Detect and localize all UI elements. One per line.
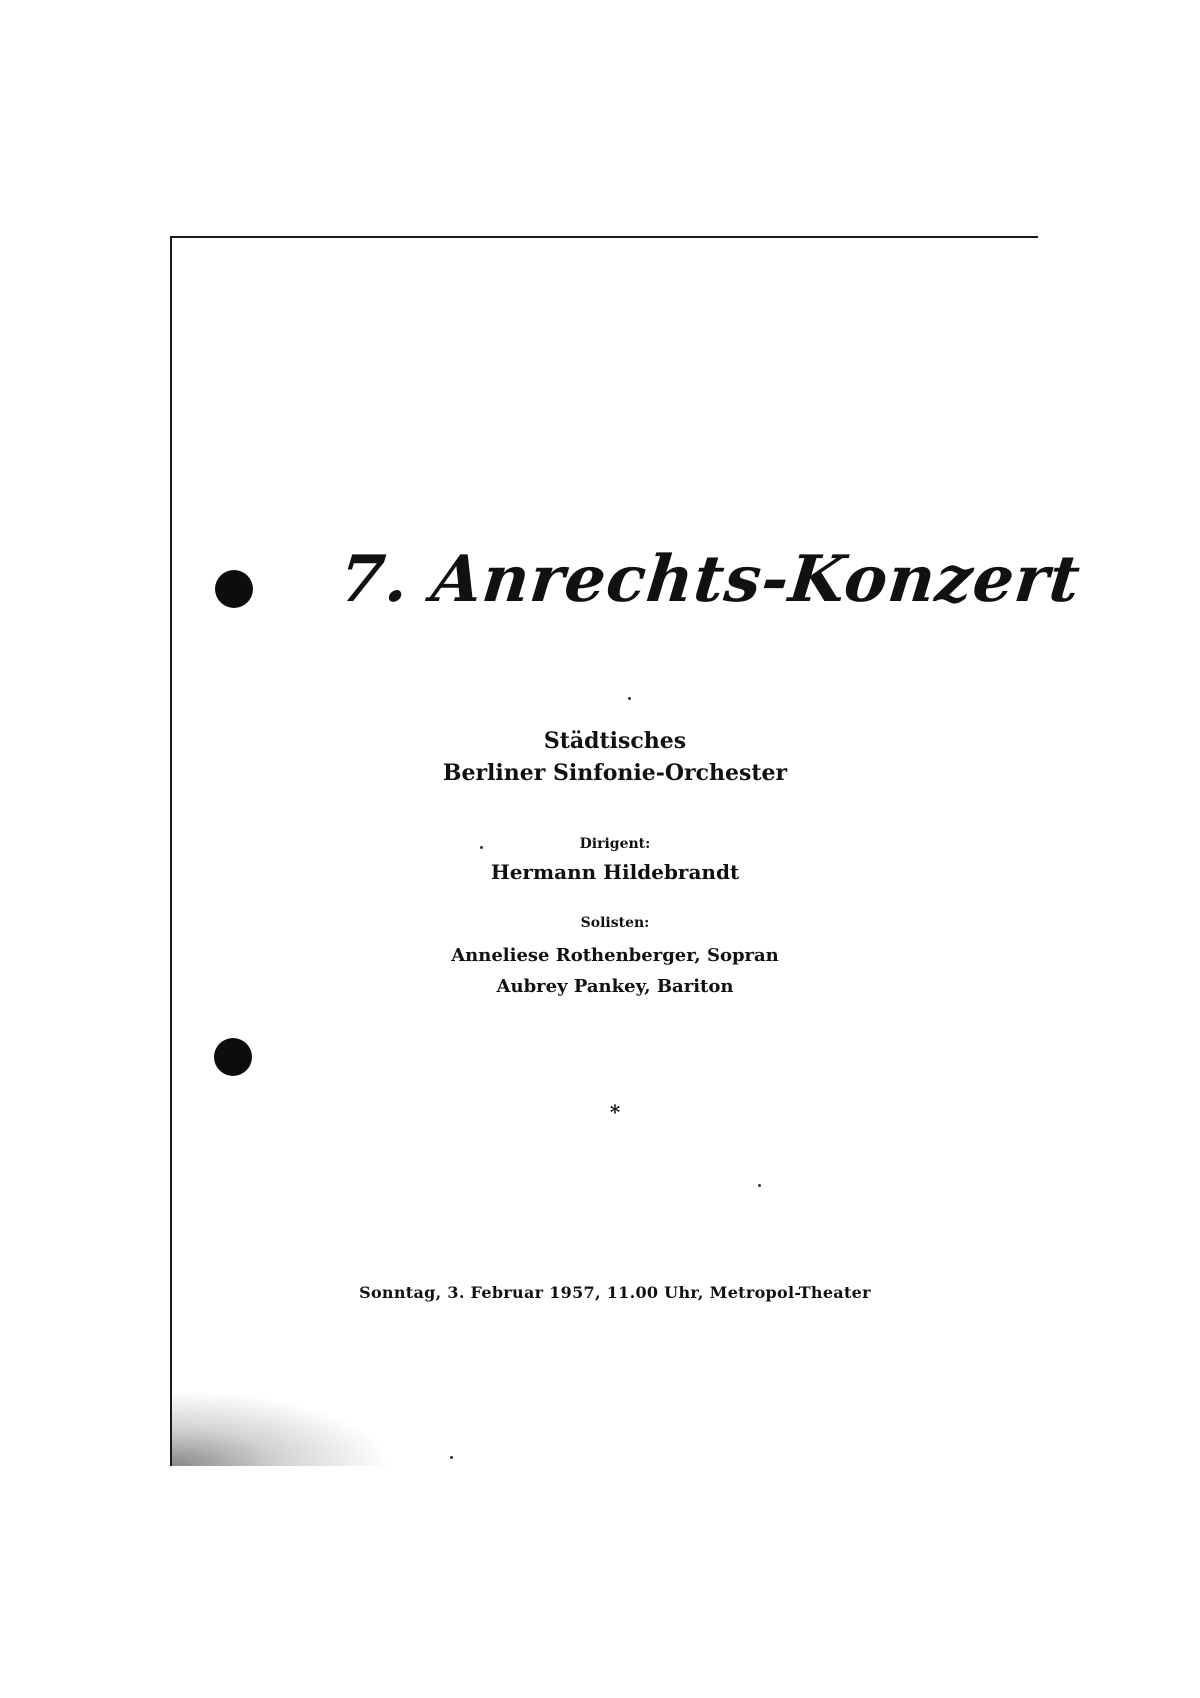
soloists-label: Solisten:: [580, 915, 650, 931]
conductor-label: Dirigent:: [579, 836, 651, 852]
scan-speck: [480, 846, 483, 849]
concert-title: 7. Anrechts-Konzert: [336, 542, 1085, 617]
scan-speck: [450, 1456, 453, 1459]
event-date-venue: Sonntag, 3. Februar 1957, 11.00 Uhr, Metropol-Theater: [359, 1283, 871, 1302]
conductor-name: Hermann Hildebrandt: [490, 860, 740, 884]
scan-speck: [758, 1184, 761, 1187]
scan-speck: [628, 697, 631, 700]
separator-star: *: [609, 1100, 621, 1124]
page-border-top: [170, 236, 1038, 238]
orchestra-name-line-1: Städtisches: [543, 728, 687, 754]
scan-smudge: [172, 1390, 392, 1466]
orchestra-name-line-2: Berliner Sinfonie-Orchester: [442, 760, 788, 786]
soloist-item: Aubrey Pankey, Bariton: [496, 976, 734, 997]
punch-hole-icon: [215, 570, 253, 608]
punch-hole-icon: [214, 1038, 252, 1076]
soloist-item: Anneliese Rothenberger, Sopran: [451, 945, 779, 966]
